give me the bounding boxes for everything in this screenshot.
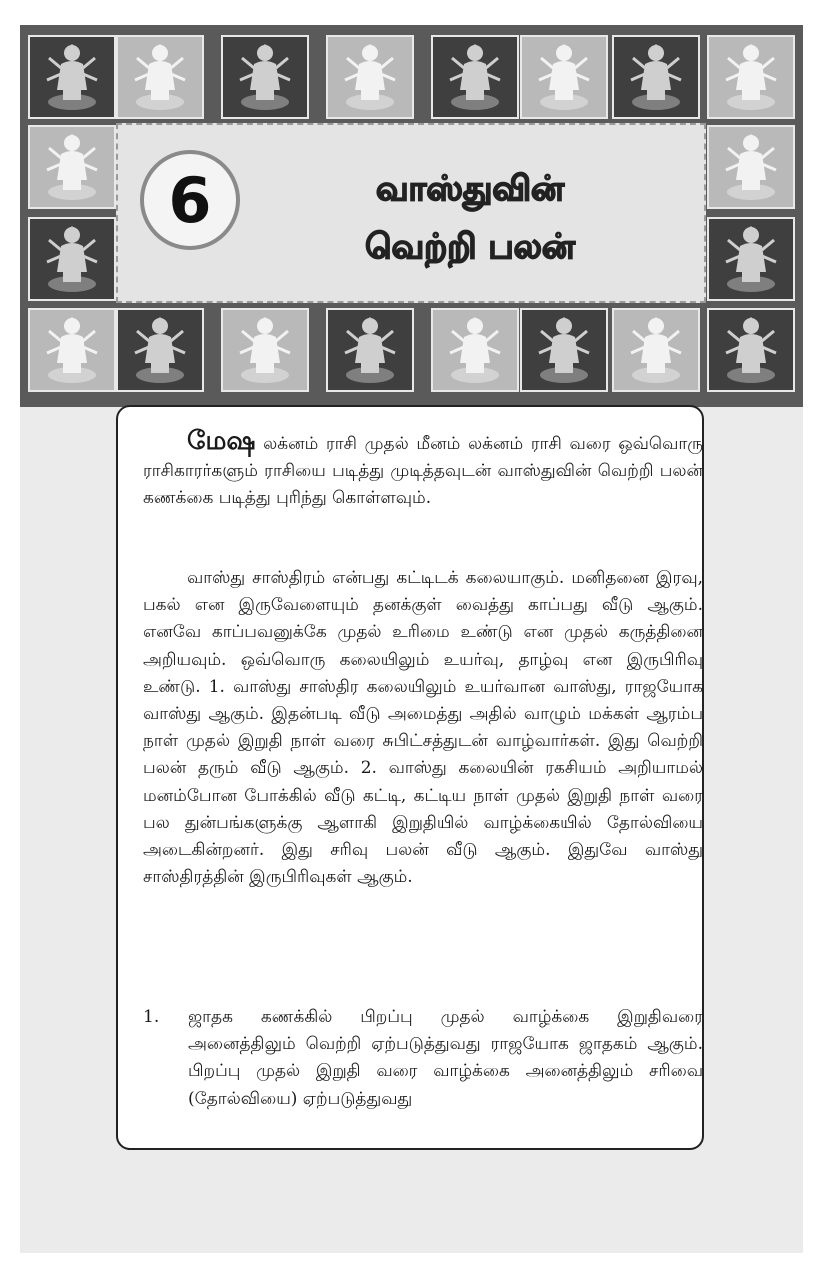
chapter-title-line1: வாஸ்துவின் bbox=[376, 169, 564, 209]
deity-figure-icon bbox=[716, 40, 786, 114]
deity-tile bbox=[707, 125, 795, 209]
vastu-paragraph: வாஸ்து சாஸ்திரம் என்பது கட்டிடக் கலையாகும். மனிதனை இரவு, பகல் என இருவேளையும் தனக்குள் வைத்து காப்பது வீடு ஆகும். எனவே காப்பவனுக்கே முதல் உரிமை உண்டு என முதல் கருத்தினை அறியவும். ஒவ்வொரு கலையிலும் உயர்வு, தாழ்வு என இருபிரிவு உண்டு. 1. வாஸ்து சாஸ்திர கலையிலும் உயர்வான வாஸ்து, ராஜயோக வாஸ்து ஆகும். இதன்படி வீடு அமைத்து அதில் வாழும் மக்கள் ஆரம்ப நாள் முதல் இறுதி நாள் வரை சுபிட்சத்துடன் வாழ்வார்கள். இது வெற்றி பலன் தரும் வீடு ஆகும். 2. வாஸ்து கலையின் ரகசியம் அறியாமல் மனம்போன போக்கில் வீடு கட்டி, கட்டிய நாள் முதல் இறுதி நாள் வரை பல துன்பங்களுக்கு ஆளாகி இறுதியில் வாழ்க்கையில் தோல்வியை அடைகின்றனர். இது சரிவு பலன் வீடு ஆகும். இதுவே வாஸ்து சாஸ்திரத்தின் இருபிரிவுகள் ஆகும். bbox=[143, 568, 703, 888]
list-item-text: ஜாதக கணக்கில் பிறப்பு முதல் வாழ்க்கை இறுதிவரை அனைத்திலும் வெற்றி ஏற்படுத்துவது ராஜயோக ஜாதகம் ஆகும். பிறப்பு முதல் இறுதி வரை வாழ்க்கை அனைத்திலும் சரிவை (தோல்வியை) ஏற்படுத்துவது bbox=[188, 1007, 703, 1109]
deity-figure-icon bbox=[335, 40, 405, 114]
chapter-title-line2: வெற்றி பலன் bbox=[365, 227, 575, 267]
deity-figure-icon bbox=[621, 313, 691, 387]
list-item-number: 1. bbox=[143, 1007, 160, 1027]
deity-tile bbox=[520, 35, 608, 119]
deity-figure-icon bbox=[440, 313, 510, 387]
drop-cap-word: மேஷ bbox=[187, 426, 256, 456]
deity-tile bbox=[221, 35, 309, 119]
deity-figure-icon bbox=[37, 313, 107, 387]
deity-tile bbox=[326, 35, 414, 119]
deity-tile bbox=[116, 35, 204, 119]
deity-tile bbox=[612, 35, 700, 119]
deity-tile bbox=[707, 35, 795, 119]
deity-figure-icon bbox=[230, 40, 300, 114]
deity-tile bbox=[116, 308, 204, 392]
deity-figure-icon bbox=[529, 313, 599, 387]
deity-tile bbox=[520, 308, 608, 392]
deity-figure-icon bbox=[125, 313, 195, 387]
deity-figure-icon bbox=[529, 40, 599, 114]
deity-tile bbox=[28, 308, 116, 392]
deity-figure-icon bbox=[230, 313, 300, 387]
deity-tile bbox=[28, 217, 116, 301]
deity-tile bbox=[221, 308, 309, 392]
intro-paragraph-text: லக்னம் ராசி முதல் மீனம் லக்னம் ராசி வரை ஒவ்வொரு ராசிகாரர்களும் ராசியை படித்து முடித்தவுடன் வாஸ்துவின் வெற்றி பலன் கணக்கை படித்து புரிந்து கொள்ளவும். bbox=[143, 434, 703, 509]
deity-tile bbox=[707, 308, 795, 392]
chapter-number-badge: 6 bbox=[140, 150, 240, 250]
deity-figure-icon bbox=[621, 40, 691, 114]
deity-tile bbox=[431, 308, 519, 392]
deity-figure-icon bbox=[716, 222, 786, 296]
deity-tile bbox=[612, 308, 700, 392]
intro-paragraph bbox=[143, 428, 703, 513]
deity-figure-icon bbox=[716, 130, 786, 204]
deity-figure-icon bbox=[440, 40, 510, 114]
deity-figure-icon bbox=[37, 40, 107, 114]
deity-figure-icon bbox=[37, 130, 107, 204]
deity-tile bbox=[431, 35, 519, 119]
deity-tile bbox=[707, 217, 795, 301]
deity-figure-icon bbox=[335, 313, 405, 387]
chapter-title bbox=[300, 160, 640, 276]
deity-tile bbox=[28, 35, 116, 119]
deity-figure-icon bbox=[37, 222, 107, 296]
deity-tile bbox=[326, 308, 414, 392]
deity-tile bbox=[28, 125, 116, 209]
deity-figure-icon bbox=[125, 40, 195, 114]
deity-figure-icon bbox=[716, 313, 786, 387]
